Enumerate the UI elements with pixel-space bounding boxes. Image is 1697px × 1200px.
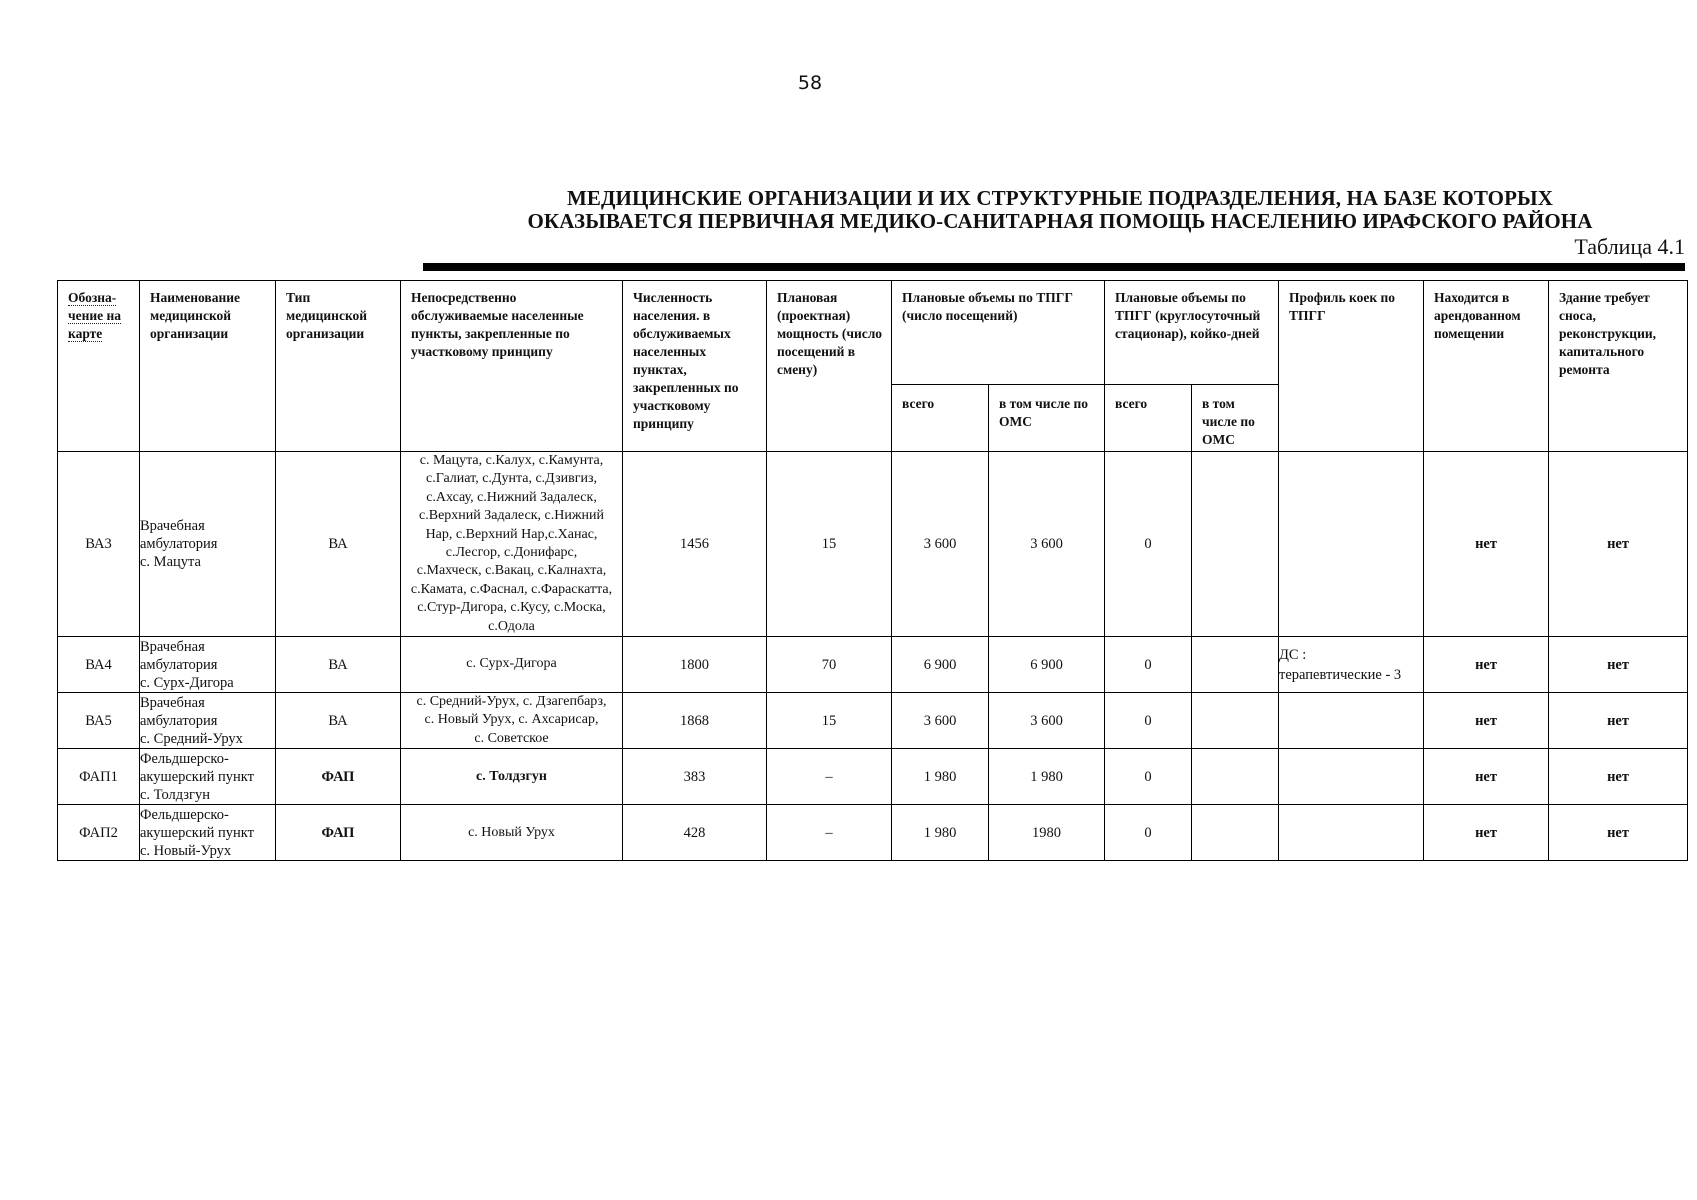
table-row [58, 749, 1688, 805]
title-line-1: МЕДИЦИНСКИЕ ОРГАНИЗАЦИИ И ИХ СТРУКТУРНЫЕ ПОДРАЗДЕЛЕНИЯ, НА БАЗЕ КОТОРЫХ [566, 186, 1554, 210]
cell-org-type: ВА [276, 637, 401, 693]
cell-org-type: ВА [276, 693, 401, 749]
cell-code: ФАП1 [58, 749, 140, 805]
header-beds-group: Плановые объемы по ТПГГ (круглосуточный стационар), койко-дней [1105, 281, 1279, 385]
cell-code: ВА5 [58, 693, 140, 749]
header-beds-total: всего [1105, 385, 1192, 452]
cell-bed-profile [1279, 452, 1424, 637]
cell-visits-total: 1 980 [892, 749, 989, 805]
cell-population: 428 [623, 805, 767, 861]
cell-population: 1800 [623, 637, 767, 693]
header-org-name: Наименование медицинской организации [140, 281, 276, 452]
cell-org-name: Фельдшерско- акушерский пункт с. Новый-Урух [140, 805, 276, 861]
cell-demolition: нет [1549, 805, 1688, 861]
cell-visits-total: 3 600 [892, 693, 989, 749]
header-designation: Обозна-чение на карте [58, 281, 140, 452]
cell-rented: нет [1424, 637, 1549, 693]
header-visits-oms: в том числе по ОМС [989, 385, 1105, 452]
cell-capacity: 15 [767, 452, 892, 637]
cell-rented: нет [1424, 805, 1549, 861]
cell-beds-oms [1192, 693, 1279, 749]
cell-rented: нет [1424, 749, 1549, 805]
cell-org-name: Врачебная амбулатория с. Средний-Урух [140, 693, 276, 749]
table-row [58, 452, 1688, 637]
cell-org-name: Фельдшерско- акушерский пункт с. Толдзгун [140, 749, 276, 805]
cell-beds-total: 0 [1105, 452, 1192, 637]
cell-visits-oms: 3 600 [989, 452, 1105, 637]
cell-org-name: Врачебная амбулатория с. Сурх-Дигора [140, 637, 276, 693]
cell-beds-oms [1192, 749, 1279, 805]
header-rented: Находится в арендованном помещении [1424, 281, 1549, 452]
table-row [58, 637, 1688, 693]
header-visits-total: всего [892, 385, 989, 452]
cell-visits-oms: 1 980 [989, 749, 1105, 805]
header-org-type: Тип медицинской организации [276, 281, 401, 452]
cell-beds-oms [1192, 805, 1279, 861]
cell-bed-profile [1279, 693, 1424, 749]
cell-code: ВА4 [58, 637, 140, 693]
cell-visits-total: 6 900 [892, 637, 989, 693]
cell-beds-oms [1192, 637, 1279, 693]
cell-visits-total: 3 600 [892, 452, 989, 637]
title-line-2: ОКАЗЫВАЕТСЯ ПЕРВИЧНАЯ МЕДИКО-САНИТАРНАЯ ПОМОЩЬ НАСЕЛЕНИЮ ИРАФСКОГО РАЙОНА [527, 209, 1593, 233]
cell-capacity: – [767, 749, 892, 805]
table-row [58, 805, 1688, 861]
cell-population: 383 [623, 749, 767, 805]
cell-beds-total: 0 [1105, 805, 1192, 861]
cell-places: с. Сурх-Дигора [401, 637, 623, 693]
header-demolition: Здание требует сноса, реконструкции, капитального ремонта [1549, 281, 1688, 452]
cell-visits-oms: 6 900 [989, 637, 1105, 693]
cell-demolition: нет [1549, 452, 1688, 637]
cell-visits-total: 1 980 [892, 805, 989, 861]
header-capacity: Плановая (проектная) мощность (число посещений в смену) [767, 281, 892, 452]
cell-beds-oms [1192, 452, 1279, 637]
cell-places: с. Новый Урух [401, 805, 623, 861]
header-population: Численность населения. в обслуживаемых населенных пунктах, закрепленных по участковому принципу [623, 281, 767, 452]
cell-capacity: 70 [767, 637, 892, 693]
title-rule [423, 263, 1685, 271]
table-row [58, 693, 1688, 749]
header-visits-group: Плановые объемы по ТПГГ (число посещений) [892, 281, 1105, 385]
cell-rented: нет [1424, 452, 1549, 637]
cell-beds-total: 0 [1105, 693, 1192, 749]
table-caption: Таблица 4.1 [1574, 234, 1685, 259]
cell-org-type: ФАП [276, 749, 401, 805]
cell-bed-profile: ДС : терапевтические - 3 [1279, 637, 1424, 693]
cell-org-type: ФАП [276, 805, 401, 861]
cell-capacity: 15 [767, 693, 892, 749]
cell-visits-oms: 1980 [989, 805, 1105, 861]
cell-population: 1456 [623, 452, 767, 637]
header-places: Непосредственно обслуживаемые населенные пункты, закрепленные по участковому принципу [401, 281, 623, 452]
cell-bed-profile [1279, 749, 1424, 805]
header-bed-profile: Профиль коек по ТПГГ [1279, 281, 1424, 452]
cell-code: ФАП2 [58, 805, 140, 861]
cell-population: 1868 [623, 693, 767, 749]
cell-places: с. Толдзгун [401, 749, 623, 805]
cell-beds-total: 0 [1105, 749, 1192, 805]
page-number: 58 [797, 72, 823, 94]
cell-capacity: – [767, 805, 892, 861]
cell-code: ВА3 [58, 452, 140, 637]
cell-org-name: Врачебная амбулатория с. Мацута [140, 452, 276, 637]
document-title [480, 187, 1640, 233]
cell-org-type: ВА [276, 452, 401, 637]
cell-demolition: нет [1549, 637, 1688, 693]
cell-demolition: нет [1549, 693, 1688, 749]
cell-beds-total: 0 [1105, 637, 1192, 693]
cell-places: с. Мацута, с.Калух, с.Камунта, с.Галиат, с.Дунта, с.Дзивгиз, с.Ахсау, с.Нижний Задалеск, с.Верхний Задалеск, с.Нижний Нар, с.Верхний Нар,с.Ханас, с.Лесгор, с.Донифарс, с.Махческ, с.Вакац, с.Калнахта, с.Камата, с.Фаснал, с.Фараскатта, с.Стур-Дигора, с.Кусу, с.Моска, с.Одола [401, 452, 623, 637]
cell-visits-oms: 3 600 [989, 693, 1105, 749]
cell-rented: нет [1424, 693, 1549, 749]
medical-organizations-table [57, 280, 1688, 861]
header-beds-oms: в том числе по ОМС [1192, 385, 1279, 452]
cell-demolition: нет [1549, 749, 1688, 805]
cell-places: с. Средний-Урух, с. Дзагепбарз, с. Новый Урух, с. Ахсарисар, с. Советское [401, 693, 623, 749]
cell-bed-profile [1279, 805, 1424, 861]
